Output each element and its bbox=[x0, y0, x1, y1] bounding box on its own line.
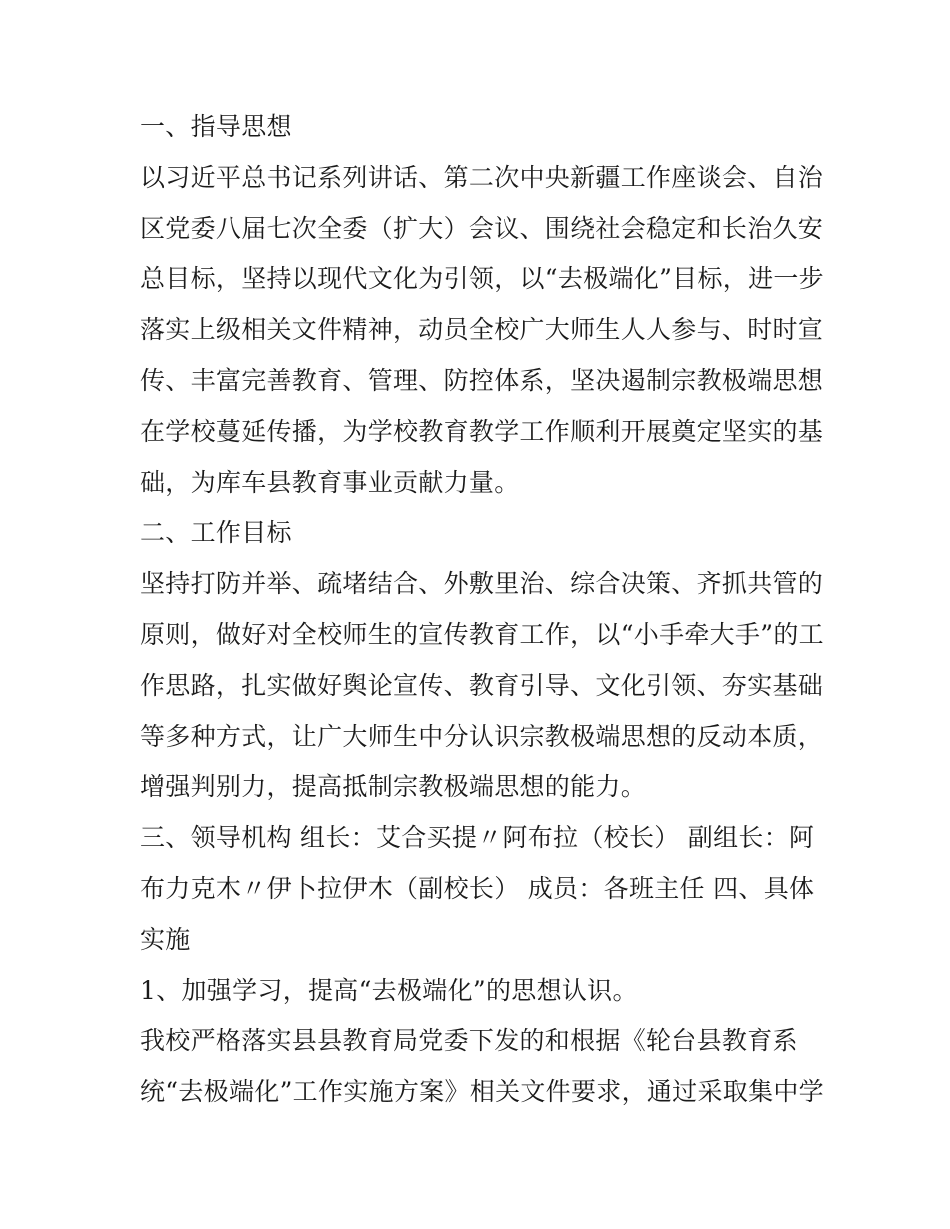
paragraph-line: 实施 bbox=[140, 924, 191, 954]
paragraph-line: 以习近平总书记系列讲话、第二次中央新疆工作座谈会、自治 bbox=[140, 162, 824, 192]
paragraph-line: 区党委八届七次全委（扩大）会议、围绕社会稳定和长治久安 bbox=[140, 213, 824, 243]
paragraph-line: 统“去极端化”工作实施方案》相关文件要求，通过采取集中学 bbox=[140, 1077, 824, 1107]
paragraph-line: 总目标，坚持以现代文化为引领，以“去极端化”目标，进一步 bbox=[140, 264, 824, 294]
paragraph-line: 等多种方式，让广大师生中分认识宗教极端思想的反动本质， bbox=[140, 721, 824, 751]
paragraph-line: 础，为库车县教育事业贡献力量。 bbox=[140, 467, 520, 497]
paragraph-line: 坚持打防并举、疏堵结合、外敷里治、综合决策、齐抓共管的 bbox=[140, 569, 824, 599]
paragraph-line: 增强判别力，提高抵制宗教极端思想的能力。 bbox=[140, 772, 647, 802]
paragraph-line: 原则，做好对全校师生的宣传教育工作，以“小手牵大手”的工 bbox=[140, 619, 824, 649]
subsection-heading-study: 1、加强学习，提高“去极端化”的思想认识。 bbox=[140, 975, 638, 1005]
section-heading-work-goals: 二、工作目标 bbox=[140, 518, 292, 548]
paragraph-line: 在学校蔓延传播，为学校教育教学工作顺利开展奠定坚实的基 bbox=[140, 416, 824, 446]
paragraph-line: 我校严格落实县县教育局党委下发的和根据《轮台县教育系 bbox=[140, 1026, 798, 1056]
paragraph-line: 落实上级相关文件精神，动员全校广大师生人人参与、时时宣 bbox=[140, 315, 824, 345]
paragraph-line: 传、丰富完善教育、管理、防控体系，坚决遏制宗教极端思想 bbox=[140, 365, 824, 395]
paragraph-line: 作思路，扎实做好舆论宣传、教育引导、文化引领、夯实基础 bbox=[140, 670, 824, 700]
paragraph-line: 布力克木〃伊卜拉伊木（副校长） 成员：各班主任 四、具体 bbox=[140, 873, 815, 903]
section-heading-guiding-ideology: 一、指导思想 bbox=[140, 112, 292, 141]
document-body bbox=[140, 102, 824, 1118]
section-heading-leadership: 三、领导机构 组长：艾合买提〃阿布拉（校长） 副组长：阿 bbox=[140, 823, 815, 853]
